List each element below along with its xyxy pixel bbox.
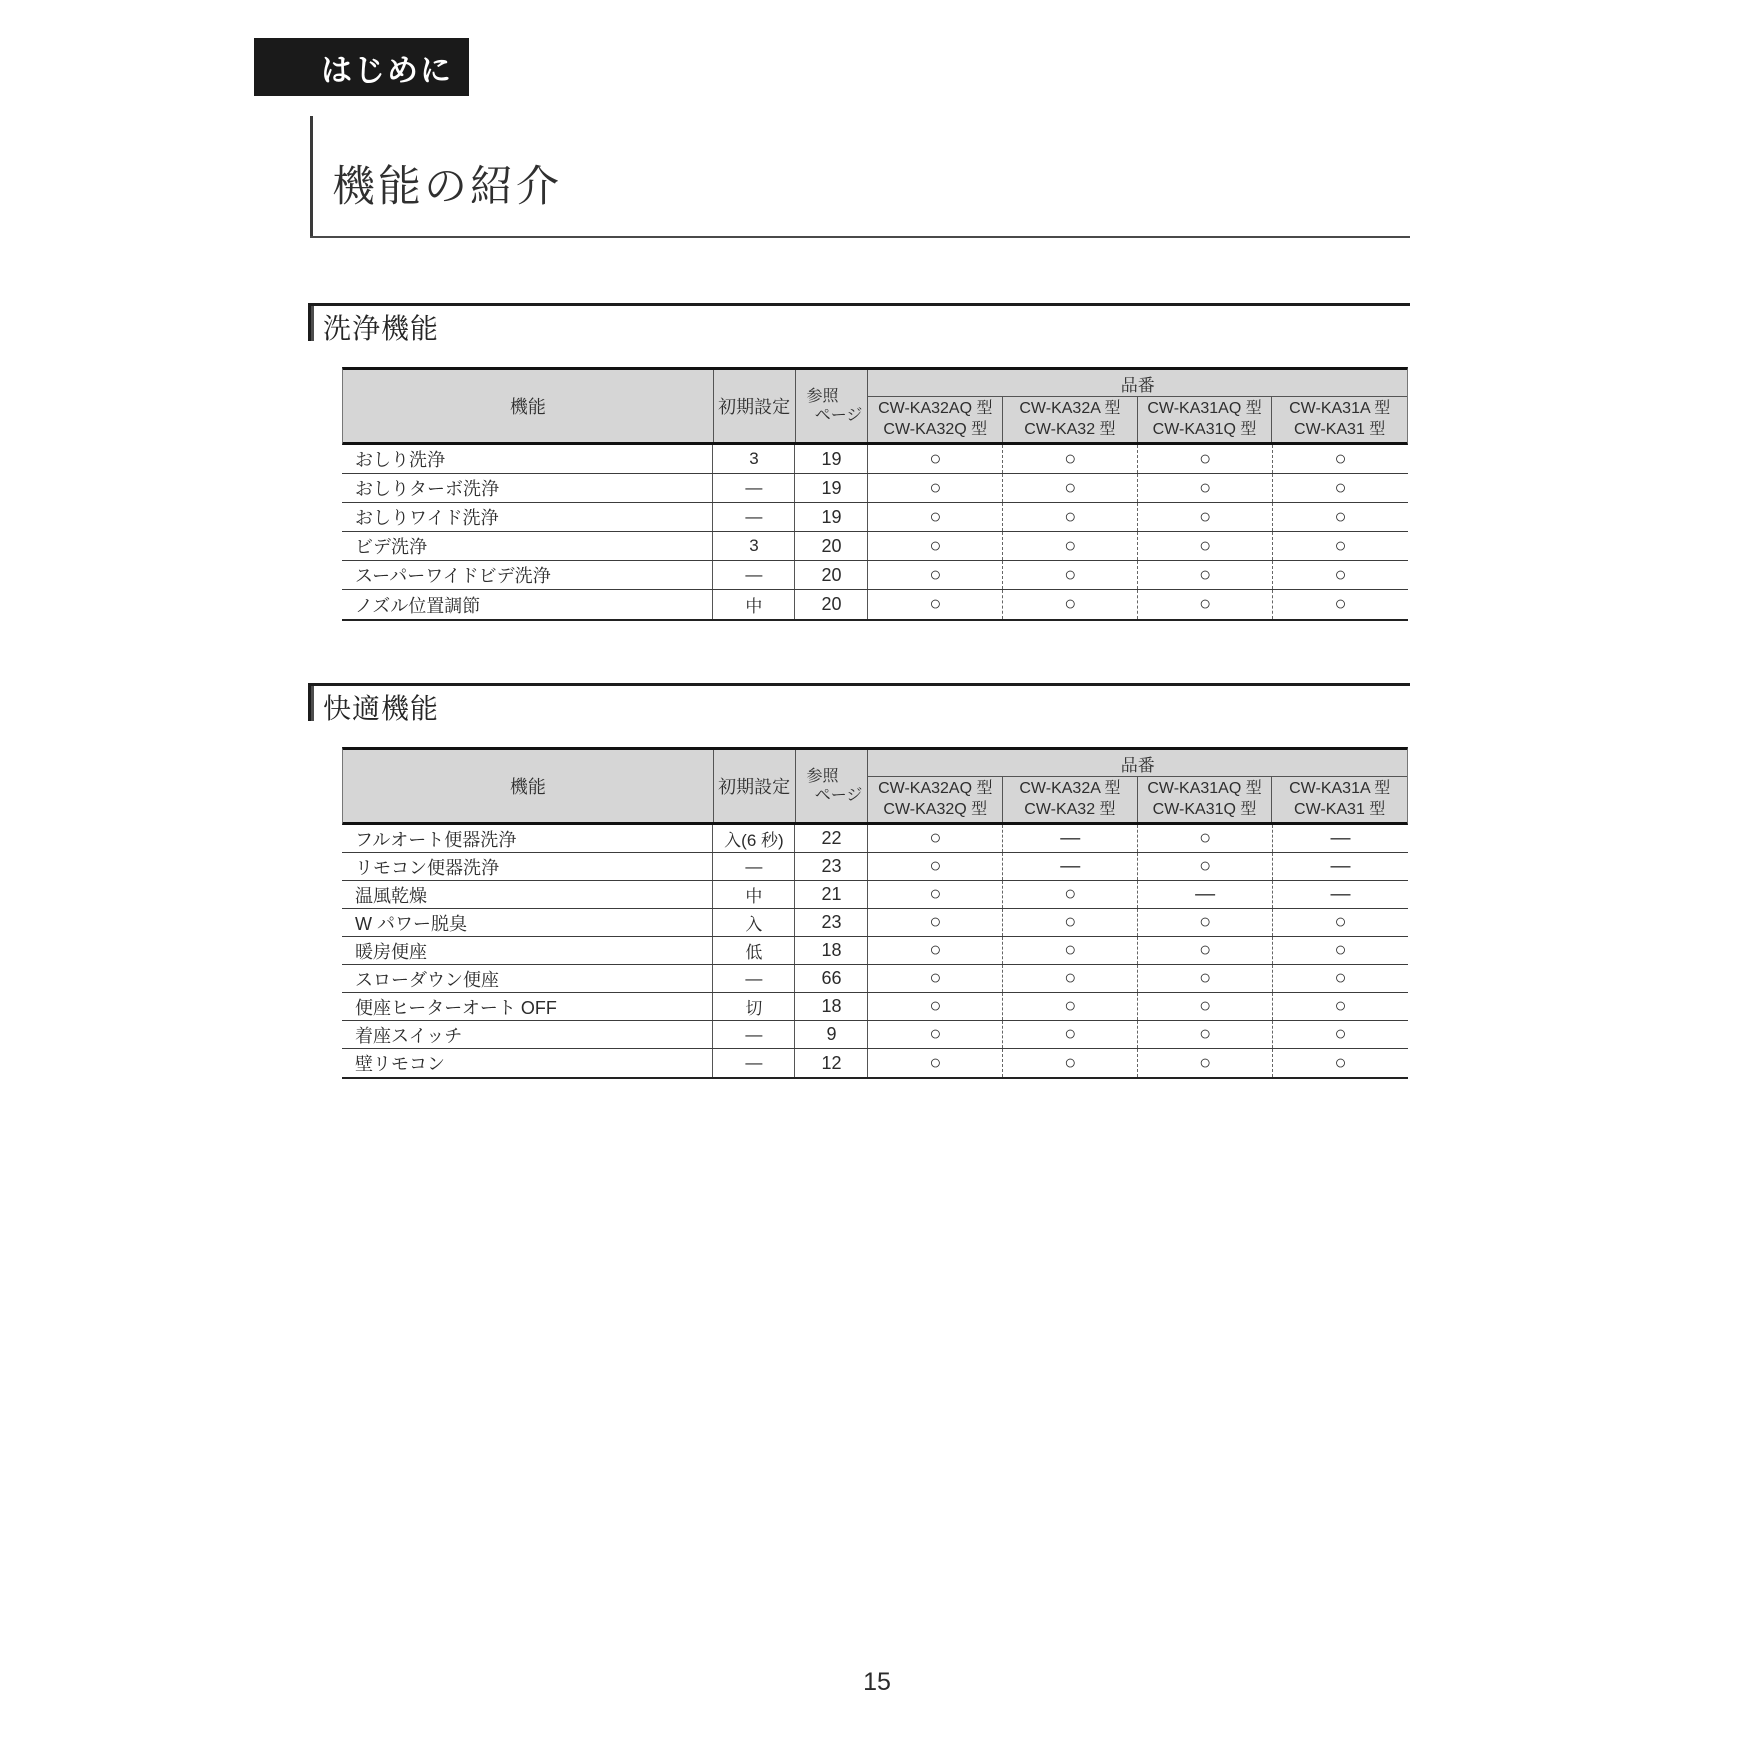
table-header: [342, 367, 1408, 445]
ref-page-cell: 9: [795, 1021, 868, 1048]
model-support-cell: ○: [1334, 967, 1347, 989]
section-bar: [308, 686, 314, 721]
default-setting-cell: 低: [713, 937, 795, 964]
function-name-cell: おしりターボ洗浄: [342, 474, 713, 502]
model-support-cell: ○: [1138, 503, 1273, 531]
table-row: [342, 1021, 1408, 1049]
header-model-3: [1138, 397, 1273, 442]
header-model-3: [1138, 777, 1273, 822]
header-model-4: [1272, 777, 1407, 822]
ref-page-cell: 20: [795, 561, 868, 589]
model-support-cell: ○: [1334, 995, 1347, 1017]
default-setting-cell: 入: [713, 909, 795, 936]
model-support-cell: ○: [868, 937, 1003, 964]
table-body: [342, 825, 1408, 1079]
model-support-cell: ○: [868, 503, 1003, 531]
model-support-cell: ○: [1138, 853, 1273, 880]
chapter-tab-label: はじめに: [321, 52, 453, 88]
function-name-cell: 着座スイッチ: [342, 1021, 713, 1048]
model-support-cell: ○: [868, 909, 1003, 936]
ref-page-cell: 21: [795, 881, 868, 908]
model-support-cell: ○: [868, 1021, 1003, 1048]
header-model-row: [868, 777, 1407, 822]
model-support-cell: ○: [868, 532, 1003, 560]
default-setting-cell: ―: [713, 561, 795, 589]
model-support-cell: ○: [1138, 474, 1273, 502]
header-default-setting: 初期設定: [714, 750, 796, 822]
section-title-comfort: 快適機能: [323, 693, 440, 724]
model-support-cell: ○: [868, 561, 1003, 589]
model-support-cell: ○: [868, 590, 1003, 619]
header-model-2: [1003, 777, 1138, 822]
function-name-cell: 暖房便座: [342, 937, 713, 964]
header-function: 機能: [343, 750, 714, 822]
model-name: CW-KA32 型: [1024, 800, 1116, 818]
header-model-4: [1272, 397, 1407, 442]
header-model-1: [868, 777, 1003, 822]
model-name: CW-KA31AQ 型: [1147, 399, 1262, 417]
header-ref-line1: 参照: [806, 387, 839, 405]
model-support-cell: ○: [1334, 1051, 1347, 1074]
section-title-washing: 洗浄機能: [323, 313, 440, 344]
model-support-cell: ○: [868, 445, 1003, 473]
model-support-cell: ○: [1003, 937, 1138, 964]
section-rule: [308, 303, 1410, 306]
default-setting-cell: ―: [713, 853, 795, 880]
model-support-cell: ○: [1003, 561, 1138, 589]
header-model-2: [1003, 397, 1138, 442]
table-row: [342, 993, 1408, 1021]
model-support-cell: ○: [1138, 825, 1273, 852]
model-support-cell: ○: [1138, 561, 1273, 589]
model-support-cell: ○: [1138, 909, 1273, 936]
ref-page-cell: 19: [795, 503, 868, 531]
function-name-cell: スーパーワイドビデ洗浄: [342, 561, 713, 589]
page-title: 機能の紹介: [332, 163, 562, 211]
header-ref-line2: ページ: [814, 787, 863, 804]
washing-functions-table: [342, 367, 1408, 621]
default-setting-cell: ―: [713, 965, 795, 992]
model-support-cell: ○: [1003, 1021, 1138, 1048]
table-row: [342, 503, 1408, 532]
model-name: CW-KA32AQ 型: [878, 779, 993, 797]
model-name: CW-KA31 型: [1294, 420, 1386, 438]
default-setting-cell: ―: [713, 1021, 795, 1048]
model-support-cell: ○: [1334, 939, 1347, 961]
table-row: [342, 965, 1408, 993]
model-support-cell: ○: [868, 825, 1003, 852]
function-name-cell: 温風乾燥: [342, 881, 713, 908]
model-support-cell: ○: [868, 965, 1003, 992]
model-support-cell: ○: [1003, 965, 1138, 992]
model-support-cell: ○: [1003, 1049, 1138, 1077]
function-name-cell: フルオート便器洗浄: [342, 825, 713, 852]
table-row: [342, 445, 1408, 474]
model-support-cell: ○: [1334, 447, 1347, 470]
function-name-cell: スローダウン便座: [342, 965, 713, 992]
header-part-number: 品番: [868, 370, 1407, 397]
model-support-cell: ○: [1138, 1021, 1273, 1048]
ref-page-cell: 19: [795, 474, 868, 502]
default-setting-cell: 3: [713, 445, 795, 473]
default-setting-cell: 中: [713, 881, 795, 908]
default-setting-cell: ―: [713, 503, 795, 531]
model-support-cell: ○: [1334, 593, 1347, 615]
model-support-cell: ○: [1138, 590, 1273, 619]
model-name: CW-KA32A 型: [1019, 399, 1121, 417]
function-name-cell: おしり洗浄: [342, 445, 713, 473]
page-number: 15: [863, 1668, 891, 1696]
section-bar: [308, 306, 314, 341]
model-support-cell: ―: [1330, 855, 1351, 877]
default-setting-cell: ―: [713, 474, 795, 502]
function-name-cell: 壁リモコン: [342, 1049, 713, 1077]
model-support-cell: ―: [1138, 881, 1273, 908]
model-name: CW-KA31AQ 型: [1147, 779, 1262, 797]
model-support-cell: ―: [1003, 853, 1138, 880]
model-support-cell: ○: [1138, 532, 1273, 560]
model-support-cell: ○: [1138, 965, 1273, 992]
ref-page-cell: 66: [795, 965, 868, 992]
function-name-cell: ビデ洗浄: [342, 532, 713, 560]
model-name: CW-KA31Q 型: [1152, 420, 1257, 438]
model-support-cell: ○: [868, 993, 1003, 1020]
table-row: [342, 937, 1408, 965]
model-support-cell: ○: [1003, 993, 1138, 1020]
model-support-cell: ○: [1003, 532, 1138, 560]
table-header: [342, 747, 1408, 825]
model-support-cell: ○: [1334, 911, 1347, 933]
default-setting-cell: 入(6 秒): [713, 825, 795, 852]
model-name: CW-KA31Q 型: [1152, 800, 1257, 818]
header-ref-page: [796, 750, 869, 822]
default-setting-cell: 中: [713, 590, 795, 619]
table-body: [342, 445, 1408, 621]
header-models-group: [868, 370, 1407, 442]
model-support-cell: ○: [1003, 590, 1138, 619]
model-name: CW-KA31A 型: [1289, 779, 1391, 797]
ref-page-cell: 20: [795, 590, 868, 619]
model-name: CW-KA31 型: [1294, 800, 1386, 818]
table-row: [342, 1049, 1408, 1077]
model-name: CW-KA32Q 型: [883, 800, 988, 818]
section-rule: [308, 683, 1410, 686]
model-name: CW-KA31A 型: [1289, 399, 1391, 417]
default-setting-cell: 切: [713, 993, 795, 1020]
function-name-cell: 便座ヒーターオート OFF: [342, 993, 713, 1020]
table-row: [342, 825, 1408, 853]
ref-page-cell: 20: [795, 532, 868, 560]
model-support-cell: ○: [1003, 881, 1138, 908]
model-support-cell: ○: [1138, 445, 1273, 473]
model-support-cell: ○: [868, 881, 1003, 908]
model-support-cell: ○: [1003, 503, 1138, 531]
comfort-functions-table: [342, 747, 1408, 1079]
model-support-cell: ○: [868, 1049, 1003, 1077]
ref-page-cell: 23: [795, 909, 868, 936]
function-name-cell: リモコン便器洗浄: [342, 853, 713, 880]
model-support-cell: ○: [1138, 993, 1273, 1020]
model-support-cell: ―: [1003, 825, 1138, 852]
model-name: CW-KA32A 型: [1019, 779, 1121, 797]
ref-page-cell: 18: [795, 993, 868, 1020]
model-support-cell: ―: [1330, 883, 1351, 905]
table-row: [342, 909, 1408, 937]
table-row: [342, 881, 1408, 909]
default-setting-cell: ―: [713, 1049, 795, 1077]
function-name-cell: おしりワイド洗浄: [342, 503, 713, 531]
header-model-1: [868, 397, 1003, 442]
header-function: 機能: [343, 370, 714, 442]
model-support-cell: ―: [1330, 827, 1351, 849]
header-part-number: 品番: [868, 750, 1407, 777]
table-row: [342, 561, 1408, 590]
header-default-setting: 初期設定: [714, 370, 796, 442]
ref-page-cell: 18: [795, 937, 868, 964]
header-model-row: [868, 397, 1407, 442]
model-support-cell: ○: [1003, 445, 1138, 473]
table-row: [342, 853, 1408, 881]
chapter-tab: [254, 38, 469, 96]
model-support-cell: ○: [1334, 534, 1347, 557]
model-name: CW-KA32Q 型: [883, 420, 988, 438]
table-row: [342, 474, 1408, 503]
model-name: CW-KA32AQ 型: [878, 399, 993, 417]
model-support-cell: ○: [1003, 474, 1138, 502]
header-ref-line1: 参照: [806, 767, 839, 785]
model-support-cell: ○: [1334, 563, 1347, 586]
function-name-cell: W パワー脱臭: [342, 909, 713, 936]
model-support-cell: ○: [1138, 1049, 1273, 1077]
table-row: [342, 532, 1408, 561]
default-setting-cell: 3: [713, 532, 795, 560]
title-horizontal-rule: [310, 236, 1410, 238]
header-models-group: [868, 750, 1407, 822]
model-support-cell: ○: [868, 853, 1003, 880]
function-name-cell: ノズル位置調節: [342, 590, 713, 619]
model-support-cell: ○: [1334, 476, 1347, 499]
table-row: [342, 590, 1408, 619]
ref-page-cell: 22: [795, 825, 868, 852]
model-support-cell: ○: [1003, 909, 1138, 936]
title-vertical-rule: [310, 116, 313, 237]
header-ref-page: [796, 370, 869, 442]
ref-page-cell: 12: [795, 1049, 868, 1077]
model-name: CW-KA32 型: [1024, 420, 1116, 438]
ref-page-cell: 19: [795, 445, 868, 473]
model-support-cell: ○: [1334, 1023, 1347, 1045]
model-support-cell: ○: [1334, 505, 1347, 528]
ref-page-cell: 23: [795, 853, 868, 880]
header-ref-line2: ページ: [814, 407, 863, 424]
model-support-cell: ○: [868, 474, 1003, 502]
model-support-cell: ○: [1138, 937, 1273, 964]
